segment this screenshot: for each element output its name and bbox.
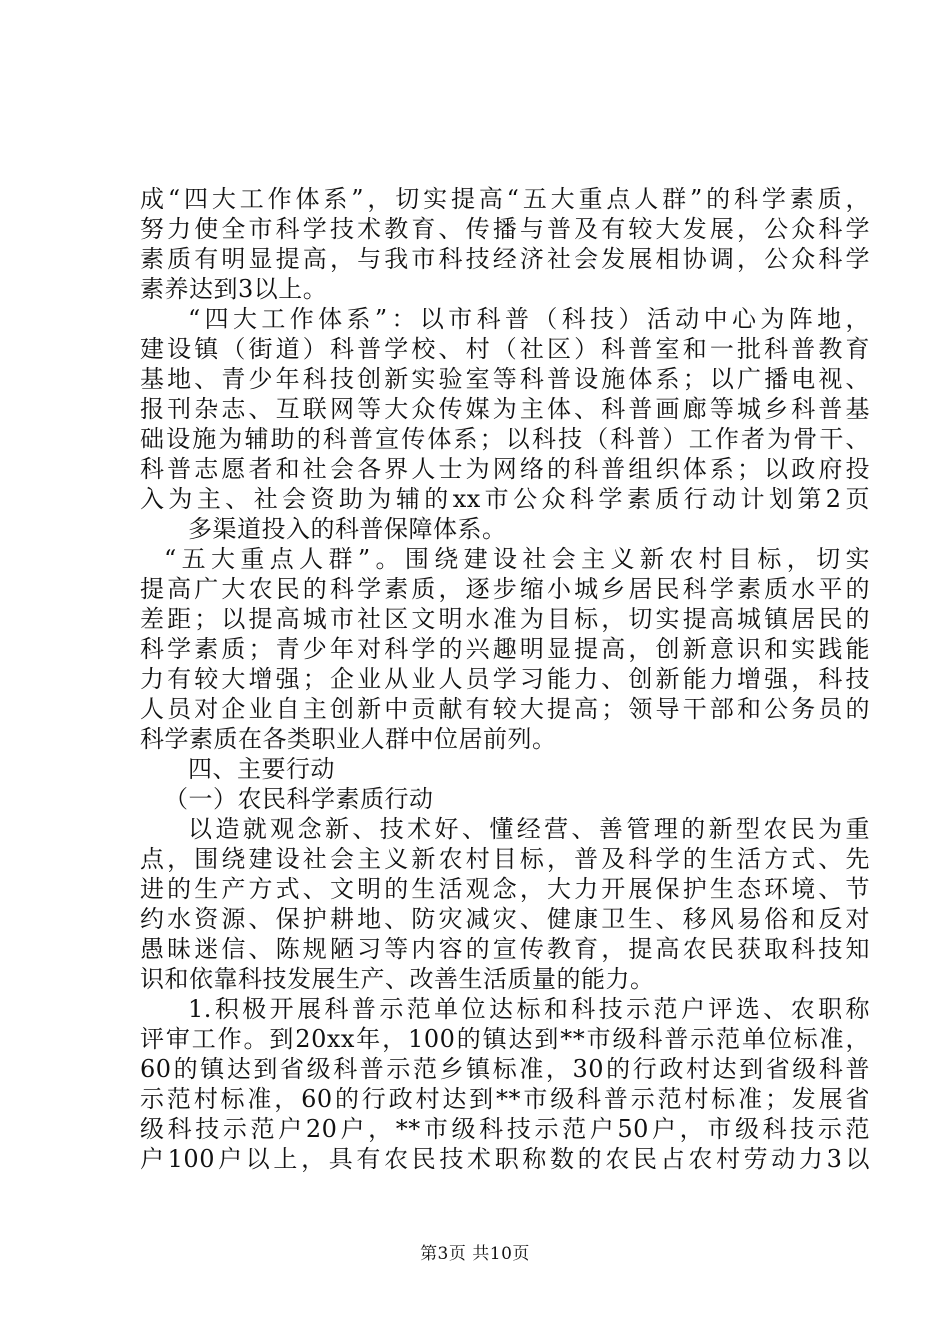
body-line: 科学素质在各类职业人群中位居前列。 bbox=[140, 725, 557, 753]
paragraph-first-line: 多渠道投入的科普保障体系。 bbox=[188, 515, 507, 543]
body-line: 评审工作。到20xx年，100的镇达到**市级科普示范单位标准， bbox=[140, 1025, 870, 1053]
body-line: 人员对企业自主创新中贡献有较大提高；领导干部和公务员的 bbox=[140, 695, 870, 723]
body-line: 础设施为辅助的科普宣传体系；以科技（科普）工作者为骨干、 bbox=[140, 425, 870, 453]
body-line: 级科技示范户20户，**市级科技示范户50户，市级科技示范 bbox=[140, 1115, 870, 1143]
page-number-footer: 第3页 共10页 bbox=[420, 1244, 530, 1264]
body-line: 识和依靠科技发展生产、改善生活质量的能力。 bbox=[140, 965, 655, 993]
section-heading: 四、主要行动 bbox=[188, 755, 335, 783]
body-line: 报刊杂志、互联网等大众传媒为主体、科普画廊等城乡科普基 bbox=[140, 395, 870, 423]
subsection-heading: （一）农民科学素质行动 bbox=[164, 785, 434, 813]
paragraph-first-line: 1.积极开展科普示范单位达标和科技示范户评选、农职称 bbox=[188, 995, 870, 1023]
body-line: 约水资源、保护耕地、防灾减灾、健康卫生、移风易俗和反对 bbox=[140, 905, 870, 933]
body-line: 点，围绕建设社会主义新农村目标，普及科学的生活方式、先 bbox=[140, 845, 870, 873]
body-line: 努力使全市科学技术教育、传播与普及有较大发展，公众科学 bbox=[140, 215, 870, 243]
paragraph-first-line: “五大重点人群”。围绕建设社会主义新农村目标，切实 bbox=[164, 545, 870, 573]
body-line: 差距；以提高城市社区文明水准为目标，切实提高城镇居民的 bbox=[140, 605, 870, 633]
body-line: 进的生产方式、文明的生活观念，大力开展保护生态环境、节 bbox=[140, 875, 870, 903]
body-line: 入为主、社会资助为辅的xx市公众科学素质行动计划第2页 bbox=[140, 485, 870, 513]
paragraph-first-line: 以造就观念新、技术好、懂经营、善管理的新型农民为重 bbox=[188, 815, 870, 843]
body-line: 科普志愿者和社会各界人士为网络的科普组织体系；以政府投 bbox=[140, 455, 870, 483]
body-line: 示范村标准，60的行政村达到**市级科普示范村标准；发展省 bbox=[140, 1085, 870, 1113]
body-line: 力有较大增强；企业从业人员学习能力、创新能力增强，科技 bbox=[140, 665, 870, 693]
body-line: 素质有明显提高，与我市科技经济社会发展相协调，公众科学 bbox=[140, 245, 870, 273]
body-line: 成“四大工作体系”，切实提高“五大重点人群”的科学素质， bbox=[140, 185, 870, 213]
body-line: 素养达到3以上。 bbox=[140, 275, 328, 303]
body-line: 基地、青少年科技创新实验室等科普设施体系；以广播电视、 bbox=[140, 365, 870, 393]
body-line: 愚昧迷信、陈规陋习等内容的宣传教育，提高农民获取科技知 bbox=[140, 935, 870, 963]
body-line: 提高广大农民的科学素质，逐步缩小城乡居民科学素质水平的 bbox=[140, 575, 870, 603]
paragraph-first-line: “四大工作体系”：以市科普（科技）活动中心为阵地， bbox=[188, 305, 870, 333]
body-line: 科学素质；青少年对科学的兴趣明显提高，创新意识和实践能 bbox=[140, 635, 870, 663]
body-line: 60的镇达到省级科普示范乡镇标准，30的行政村达到省级科普 bbox=[140, 1055, 870, 1083]
body-line: 建设镇（街道）科普学校、村（社区）科普室和一批科普教育 bbox=[140, 335, 870, 363]
body-line: 户100户以上，具有农民技术职称数的农民占农村劳动力3以 bbox=[140, 1145, 870, 1173]
